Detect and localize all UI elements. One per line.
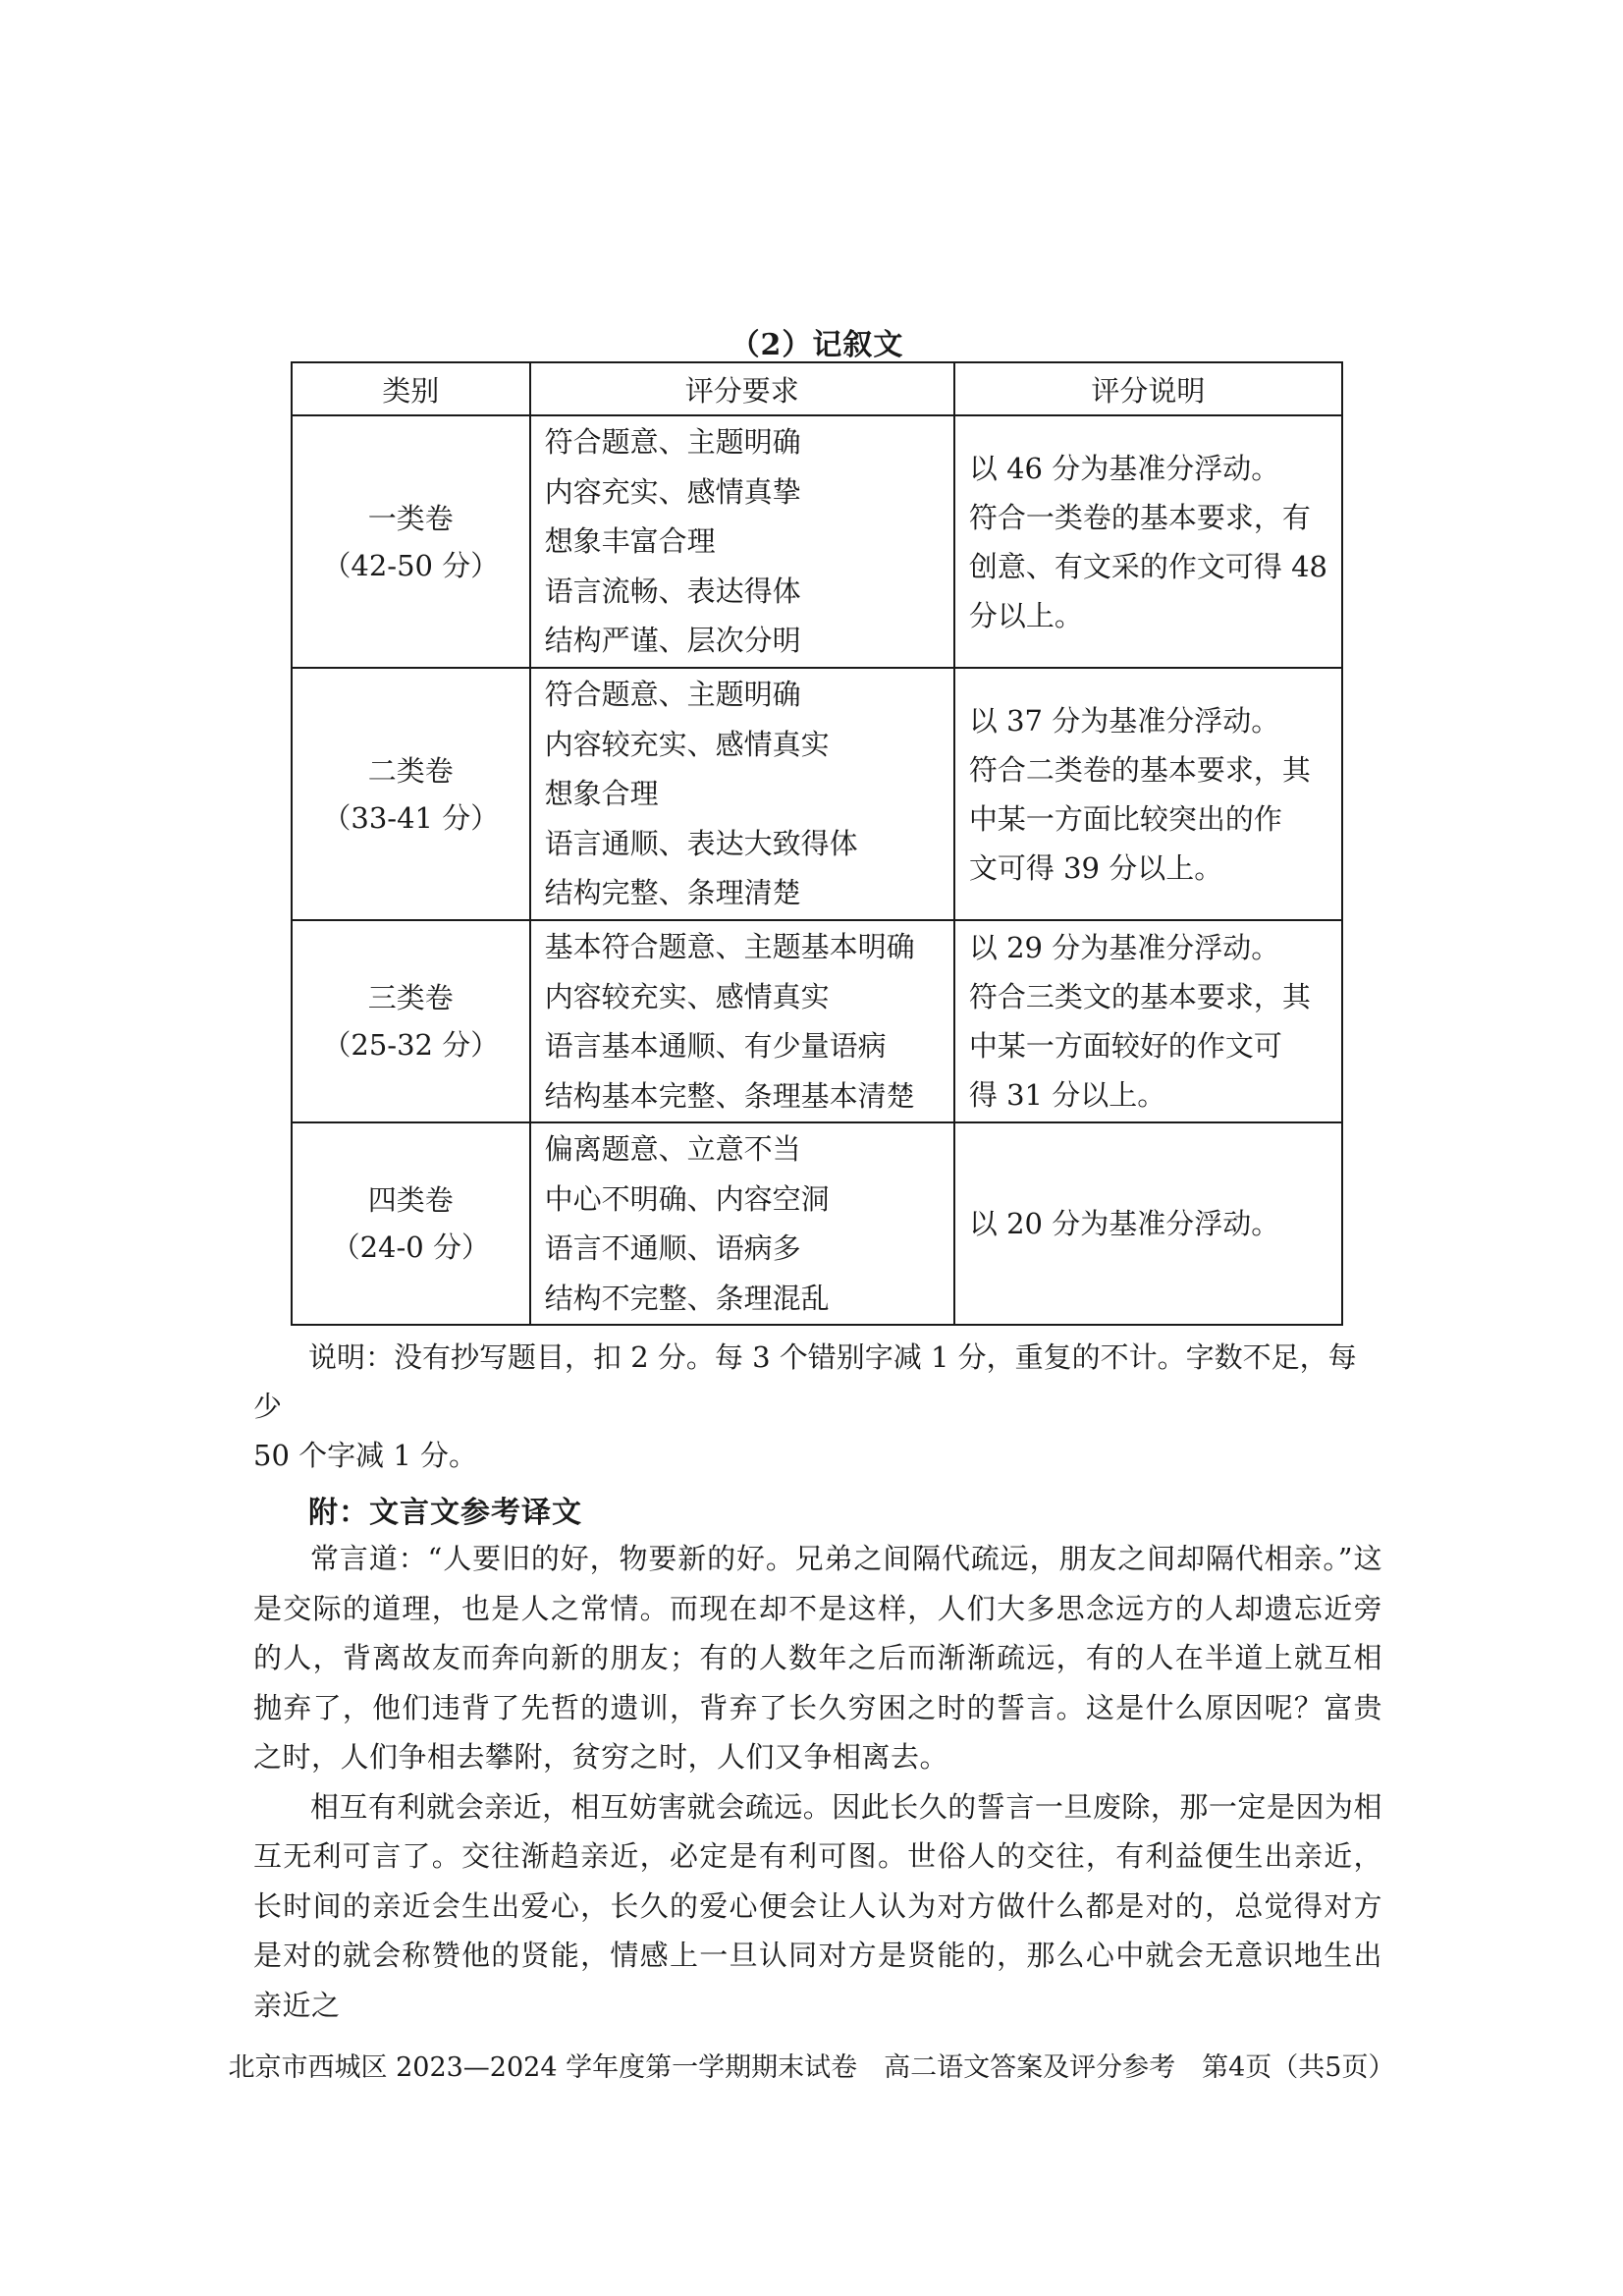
- explanation-line: 以 46 分为基准分浮动。: [968, 451, 1280, 485]
- explanation-line: 符合二类卷的基本要求，其: [968, 752, 1311, 787]
- header-requirements: 评分要求: [530, 362, 954, 415]
- explanation-line: 符合一类卷的基本要求，有: [968, 500, 1311, 534]
- requirement-line: 结构严谨、层次分明: [544, 624, 801, 658]
- requirements-cell: [530, 668, 954, 920]
- explanation-cell: [954, 415, 1342, 668]
- scoring-rubric-table: [291, 361, 1343, 1326]
- category-cell: [292, 415, 530, 668]
- requirement-line: 想象合理: [544, 777, 659, 811]
- category-name: 四类卷: [367, 1183, 454, 1217]
- explanation-line: 符合三类文的基本要求，其: [968, 980, 1311, 1013]
- requirement-line: 语言不通顺、语病多: [544, 1231, 801, 1265]
- translation-paragraph: 相互有利就会亲近，相互妨害就会疏远。因此长久的誓言一旦废除，那一定是因为相互无利可言了。交往渐趋亲近，必定是有利可图。世俗人的交往，有利益便生出亲近，长时间的亲近会生出爱心，长久的爱心便会让人认为对方做什么都是对的，总觉得对方是对的就会称赞他的贤能，情感上一旦认同对方是贤能的，那么心中就会无意识地生出亲近之: [253, 1789, 1382, 2022]
- explanation-line: 以 37 分为基准分浮动。: [968, 703, 1280, 738]
- page-footer: 北京市西城区 2023—2024 学年度第一学期期末试卷 高二语文答案及评分参考 第4页（共5页）: [228, 2052, 1395, 2083]
- table-row: [292, 920, 1342, 1122]
- explanation-line: 文可得 39 分以上。: [968, 850, 1223, 885]
- requirements-cell: [530, 415, 954, 668]
- table-row: [292, 415, 1342, 668]
- explanation-cell: [954, 668, 1342, 920]
- explanation-line: 中某一方面较好的作文可: [968, 1029, 1282, 1063]
- requirement-line: 符合题意、主题明确: [544, 678, 801, 712]
- requirement-line: 内容充实、感情真挚: [544, 474, 801, 509]
- category-name: 三类卷: [367, 981, 454, 1014]
- note-line: 50 个字减 1 分。: [253, 1439, 478, 1472]
- explanation-line: 得 31 分以上。: [968, 1078, 1166, 1112]
- translation-text: [253, 1534, 1382, 2030]
- explanation-line: 中某一方面比较突出的作: [968, 801, 1282, 836]
- table-row: [292, 1122, 1342, 1325]
- requirement-line: 想象丰富合理: [544, 524, 716, 559]
- requirements-cell: [530, 920, 954, 1122]
- requirement-line: 偏离题意、立意不当: [544, 1132, 801, 1166]
- requirement-line: 结构完整、条理清楚: [544, 876, 801, 910]
- translation-paragraph: 常言道：“人要旧的好，物要新的好。兄弟之间隔代疏远，朋友之间却隔代相亲。”这是交际的道理，也是人之常情。而现在却不是这样，人们大多思念远方的人却遗忘近旁的人，背离故友而奔向新的朋友；有的人数年之后而渐渐疏远，有的人在半道上就互相抛弃了，他们违背了先哲的遗训，背弃了长久穷困之时的誓言。这是什么原因呢？富贵之时，人们争相去攀附，贫穷之时，人们又争相离去。: [253, 1542, 1382, 1774]
- appendix-title: 附：文言文参考译文: [308, 1496, 582, 1530]
- table-header-row: [292, 362, 1342, 415]
- requirement-line: 结构不完整、条理混乱: [544, 1281, 830, 1315]
- requirement-line: 符合题意、主题明确: [544, 425, 801, 460]
- explanation-line: 以 29 分为基准分浮动。: [968, 931, 1280, 964]
- explanation-line: 创意、有文采的作文可得 48: [968, 549, 1327, 583]
- requirement-line: 结构基本完整、条理基本清楚: [544, 1078, 915, 1113]
- category-range: （25-32 分）: [322, 1028, 500, 1062]
- header-explanation: 评分说明: [954, 362, 1342, 415]
- requirement-line: 内容较充实、感情真实: [544, 979, 830, 1013]
- category-name: 二类卷: [367, 753, 454, 788]
- explanation-cell: [954, 920, 1342, 1122]
- requirement-line: 语言基本通顺、有少量语病: [544, 1029, 887, 1063]
- header-category: 类别: [292, 362, 530, 415]
- requirements-cell: [530, 1122, 954, 1325]
- category-range: （33-41 分）: [322, 800, 500, 835]
- note-line: 说明：没有抄写题目，扣 2 分。每 3 个错别字减 1 分，重复的不计。字数不足，每少: [253, 1340, 1357, 1423]
- requirement-line: 内容较充实、感情真实: [544, 727, 830, 761]
- explanation-cell: [954, 1122, 1342, 1325]
- requirement-line: 语言通顺、表达大致得体: [544, 826, 858, 860]
- table-caption: （2）记叙文: [730, 328, 904, 362]
- scoring-note: [253, 1333, 1382, 1480]
- category-range: （24-0 分）: [331, 1230, 490, 1264]
- requirement-line: 中心不明确、内容空洞: [544, 1181, 830, 1216]
- explanation-line: 以 20 分为基准分浮动。: [968, 1207, 1280, 1240]
- requirement-line: 语言流畅、表达得体: [544, 574, 801, 608]
- category-name: 一类卷: [367, 501, 454, 535]
- category-cell: [292, 920, 530, 1122]
- table-row: [292, 668, 1342, 920]
- explanation-line: 分以上。: [968, 598, 1083, 632]
- category-cell: [292, 1122, 530, 1325]
- category-cell: [292, 668, 530, 920]
- requirement-line: 基本符合题意、主题基本明确: [544, 930, 915, 963]
- category-range: （42-50 分）: [322, 548, 500, 582]
